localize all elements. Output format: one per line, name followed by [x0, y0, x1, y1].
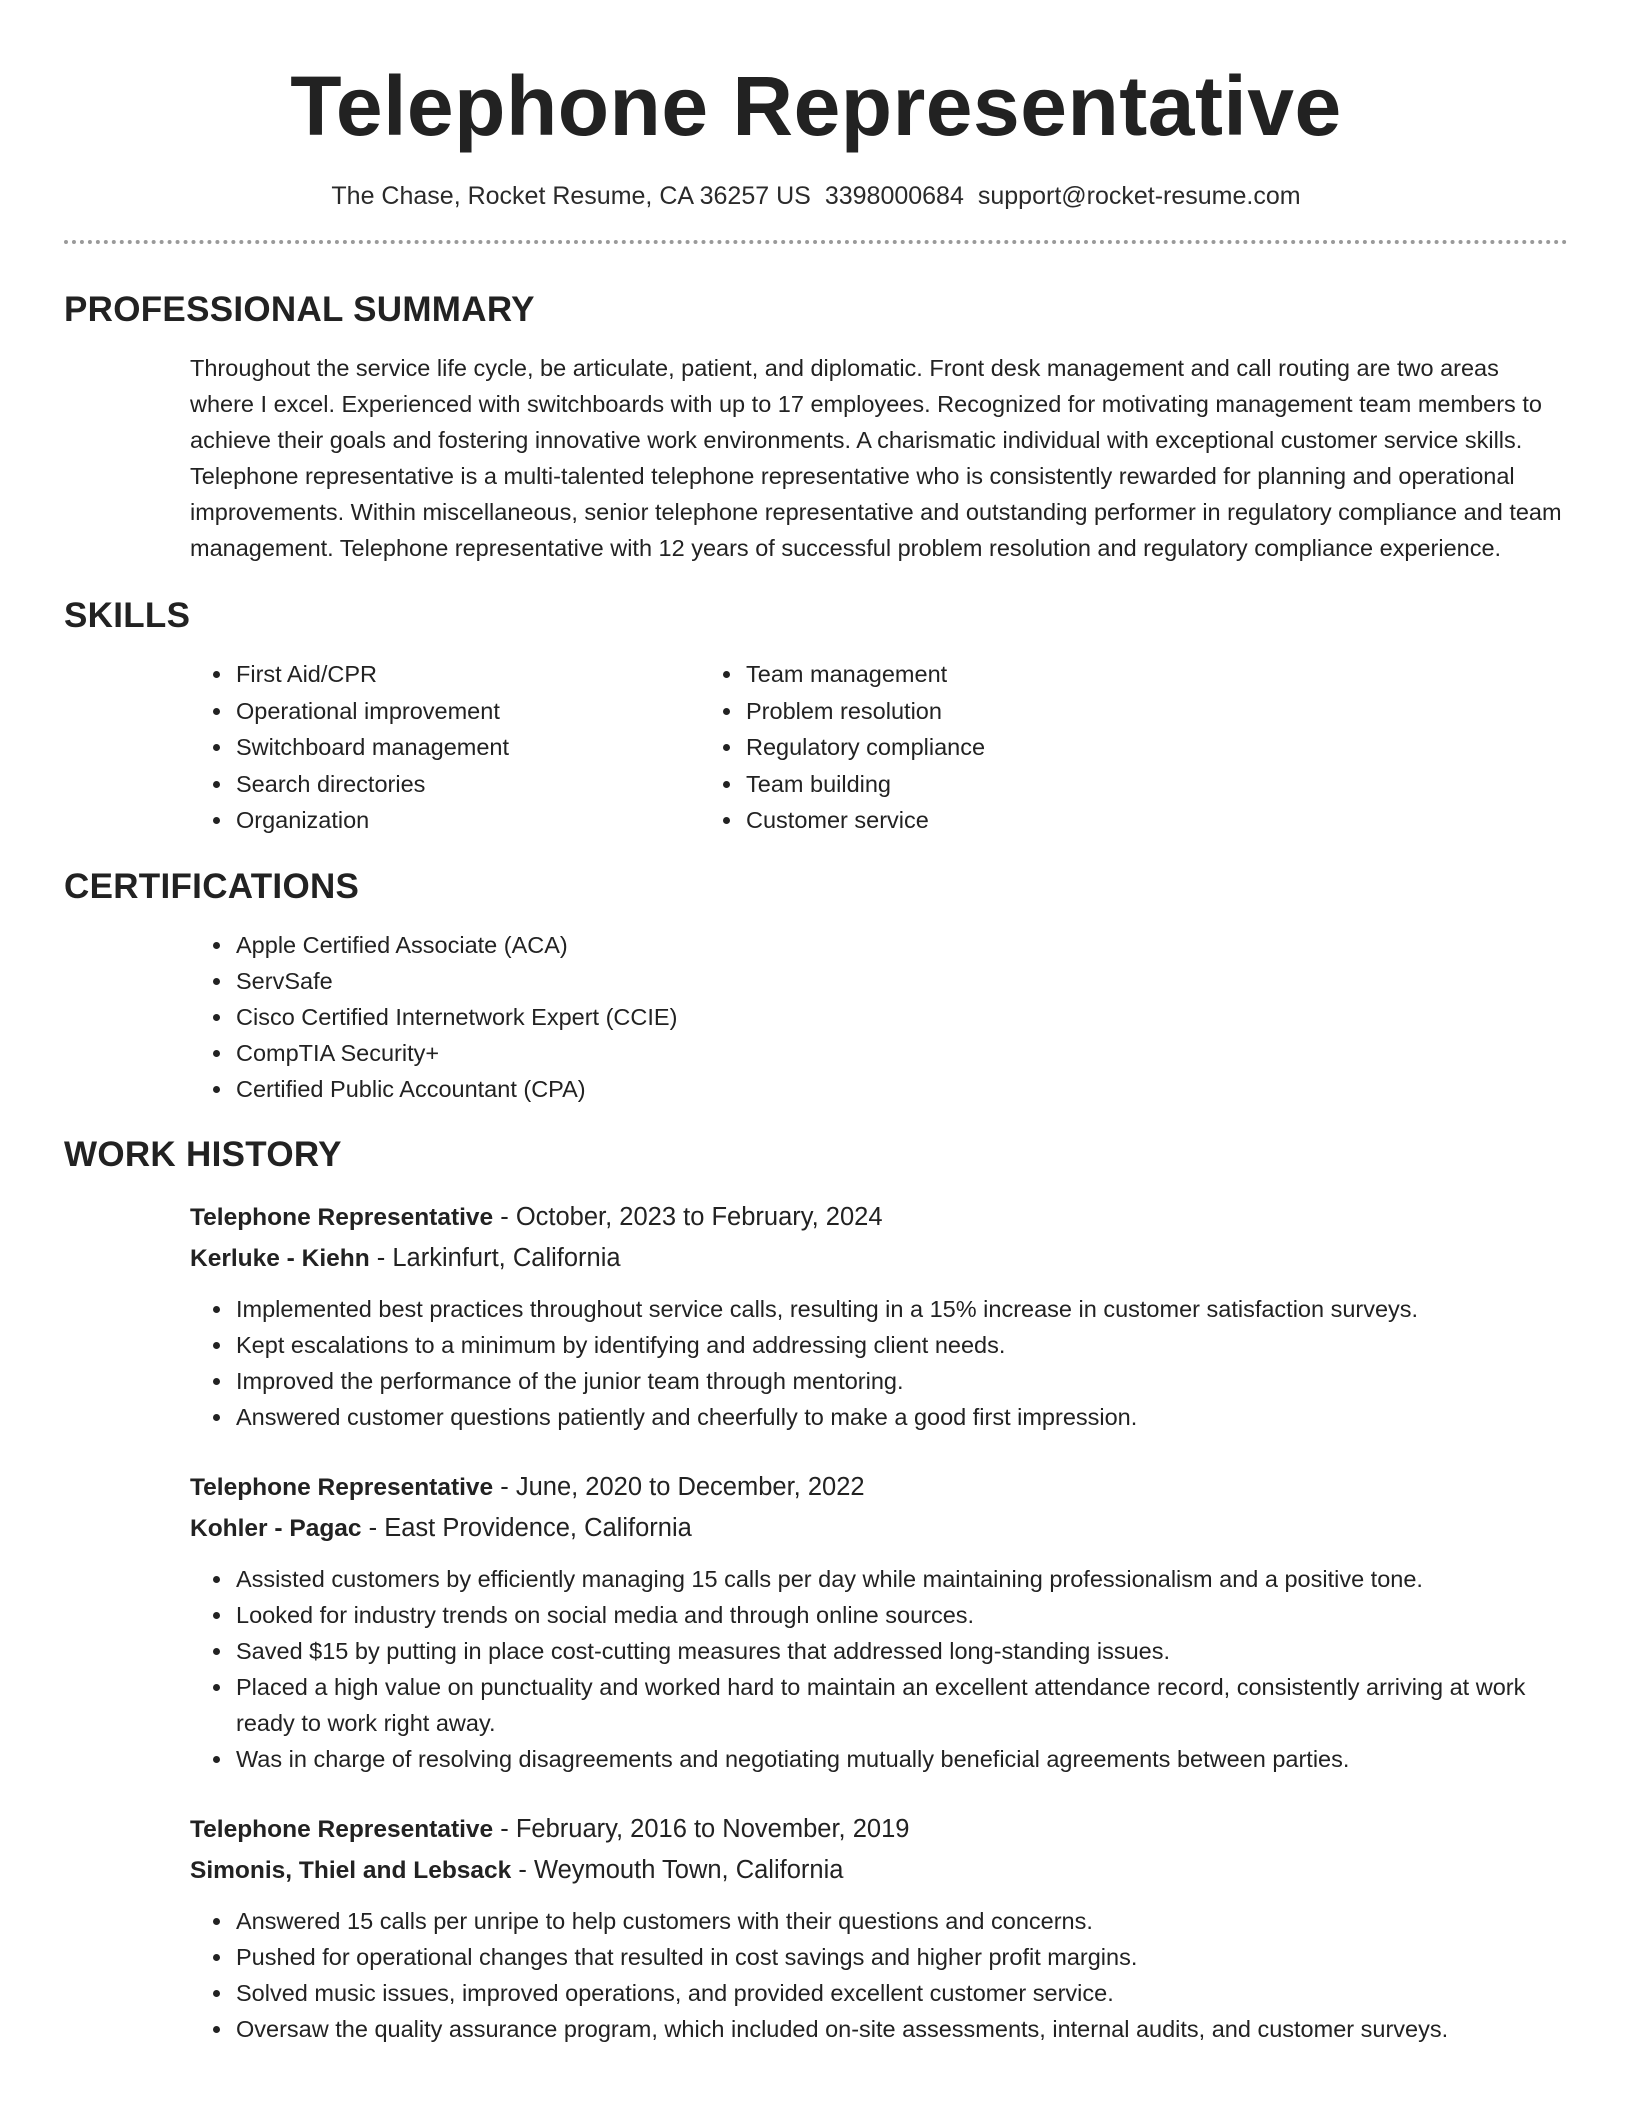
skill-item: • Organization	[234, 802, 744, 839]
skill-item: • Operational improvement	[234, 693, 744, 730]
job-entry	[190, 1809, 1568, 2047]
job-duty: • Improved the performance of the junior team through mentoring.	[234, 1363, 1568, 1399]
certification-item: • Certified Public Accountant (CPA)	[234, 1071, 1568, 1107]
certification-item: • CompTIA Security+	[234, 1035, 1568, 1071]
contact-phone: 3398000684	[824, 182, 964, 210]
job-company: Kohler - Pagac	[190, 1514, 362, 1542]
job-title-line	[190, 1467, 1568, 1508]
job-location: - Larkinfurt, California	[369, 1243, 621, 1272]
certification-item: • Apple Certified Associate (ACA)	[234, 927, 1568, 963]
skills-right-column	[574, 656, 1274, 839]
job-duty: • Answered 15 calls per unripe to help customers with their questions and concerns.	[234, 1903, 1568, 1939]
skill-item: • Regulatory compliance	[744, 729, 1274, 766]
skill-item: • Team management	[744, 656, 1274, 693]
job-duties-list	[190, 1561, 1568, 1777]
job-duty: • Kept escalations to a minimum by identifying and addressing client needs.	[234, 1327, 1568, 1363]
work-history-heading: WORK HISTORY	[64, 1134, 342, 1174]
job-role: Telephone Representative	[190, 1203, 494, 1231]
job-duty: • Oversaw the quality assurance program, which included on-site assessments, internal audits, and customer surveys.	[234, 2011, 1568, 2047]
job-duty: • Implemented best practices throughout service calls, resulting in a 15% increase in customer satisfaction surveys.	[234, 1291, 1568, 1327]
job-company-line	[190, 1238, 1568, 1279]
header-divider	[64, 240, 1568, 244]
job-company-line	[190, 1850, 1568, 1891]
certification-item: • Cisco Certified Internetwork Expert (CCIE)	[234, 999, 1568, 1035]
summary-heading: PROFESSIONAL SUMMARY	[64, 290, 535, 329]
contact-address: The Chase, Rocket Resume, CA 36257 US	[331, 182, 811, 210]
job-company-line	[190, 1508, 1568, 1549]
job-duty: • Saved $15 by putting in place cost-cutting measures that addressed long-standing issues.	[234, 1633, 1568, 1669]
job-role: Telephone Representative	[190, 1815, 494, 1843]
skills-list	[64, 656, 1568, 839]
job-title-line	[190, 1809, 1568, 1850]
certification-item: • ServSafe	[234, 963, 1568, 999]
job-duty: • Assisted customers by efficiently managing 15 calls per day while maintaining professionalism and a positive tone.	[234, 1561, 1568, 1597]
summary-text: Throughout the service life cycle, be articulate, patient, and diplomatic. Front desk management and call routing are two areas where I excel. Experienced with switchboards with up to 17 employees. Recognized for motivating management team members to achieve their goals and fostering innovative work environments. A charismatic individual with exceptional customer service skills. Telephone representative is a multi-talented telephone representative who is consistently rewarded for planning and operational improvements. Within miscellaneous, senior telephone representative and outstanding performer in regulatory compliance and team management. Telephone representative with 12 years of successful problem resolution and regulatory compliance experience.	[190, 355, 1562, 561]
contact-email: support@rocket-resume.com	[977, 182, 1301, 210]
job-company: Simonis, Thiel and Lebsack	[190, 1856, 512, 1884]
job-dates: - February, 2016 to November, 2019	[493, 1814, 910, 1843]
skill-item: • First Aid/CPR	[234, 656, 744, 693]
job-location: - East Providence, California	[361, 1513, 692, 1542]
job-duty: • Looked for industry trends on social media and through online sources.	[234, 1597, 1568, 1633]
skill-item: • Search directories	[234, 766, 744, 803]
job-entry	[190, 1197, 1568, 1435]
certifications-list	[64, 927, 1568, 1107]
job-duties-list	[190, 1903, 1568, 2047]
skill-item: • Customer service	[744, 802, 1274, 839]
candidate-name: Telephone Representative	[290, 59, 1342, 153]
job-duty: • Placed a high value on punctuality and worked hard to maintain an excellent attendance record, consistently arriving at work ready to work right away.	[234, 1669, 1568, 1741]
job-dates: - October, 2023 to February, 2024	[493, 1202, 883, 1231]
job-dates: - June, 2020 to December, 2022	[493, 1472, 865, 1501]
job-role: Telephone Representative	[190, 1473, 494, 1501]
job-duty: • Was in charge of resolving disagreements and negotiating mutually beneficial agreements between parties.	[234, 1741, 1568, 1777]
skill-item: • Switchboard management	[234, 729, 744, 766]
job-location: - Weymouth Town, California	[511, 1855, 844, 1884]
certifications-heading: CERTIFICATIONS	[64, 866, 360, 906]
skill-item: • Team building	[744, 766, 1274, 803]
job-duties-list	[190, 1291, 1568, 1435]
contact-line	[64, 178, 1568, 214]
skills-heading: SKILLS	[64, 596, 191, 635]
job-title-line	[190, 1197, 1568, 1238]
job-company: Kerluke - Kiehn	[190, 1244, 370, 1272]
skill-item: • Problem resolution	[744, 693, 1274, 730]
job-entry	[190, 1467, 1568, 1777]
job-duty: • Pushed for operational changes that resulted in cost savings and higher profit margins.	[234, 1939, 1568, 1975]
job-duty: • Answered customer questions patiently and cheerfully to make a good first impression.	[234, 1399, 1568, 1435]
job-duty: • Solved music issues, improved operations, and provided excellent customer service.	[234, 1975, 1568, 2011]
